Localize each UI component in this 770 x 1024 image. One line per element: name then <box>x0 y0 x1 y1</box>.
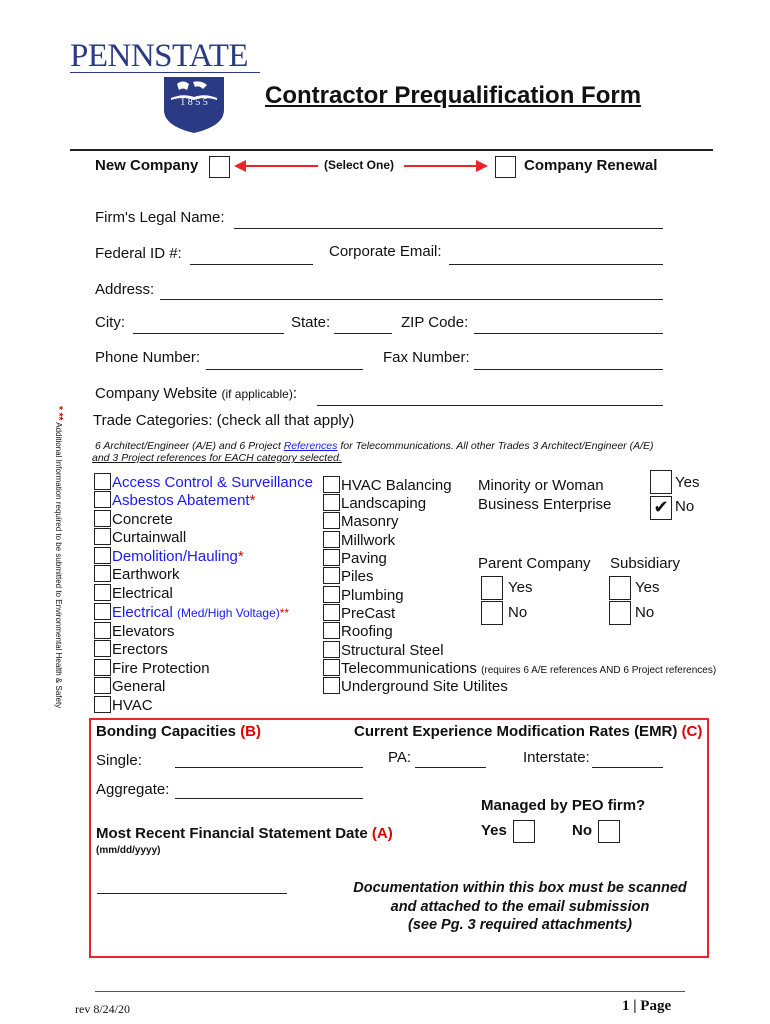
checkbox[interactable] <box>323 549 340 566</box>
trade-erectors[interactable] <box>94 640 168 659</box>
trade-label: Curtainwall <box>112 529 187 546</box>
minority-yes-label: Yes <box>675 474 700 491</box>
trade-label: Asbestos Abatement <box>112 492 250 509</box>
checkbox[interactable] <box>323 622 340 639</box>
emr-tag: (C) <box>681 723 703 740</box>
trade-label: PreCast <box>341 605 396 622</box>
minority-no-checkbox[interactable] <box>650 496 672 520</box>
doc-line-3: (see Pg. 3 required attachments) <box>407 917 632 933</box>
side-note-text: Additional Information required to be submitted to Environmental Health & Safety <box>54 422 63 709</box>
trade-general[interactable] <box>94 677 165 696</box>
parent-yes-label: Yes <box>508 579 533 596</box>
corporate-email-label: Corporate Email: <box>329 243 442 260</box>
trade-precast[interactable] <box>323 604 395 623</box>
peo-question: Managed by PEO firm? <box>481 797 646 814</box>
minority-yes-checkbox[interactable] <box>650 470 672 494</box>
peo-yes-checkbox[interactable] <box>513 820 535 843</box>
check-icon: ✔ <box>653 497 669 518</box>
fs-date-tag: (A) <box>371 825 393 842</box>
website-colon: : <box>292 385 297 402</box>
website-note: (if applicable) <box>221 387 293 401</box>
trade-paving[interactable] <box>323 549 387 568</box>
trade-earthwork[interactable] <box>94 565 180 584</box>
peo-no-label: No <box>572 822 592 839</box>
fs-date-text: Most Recent Financial Statement Date <box>96 825 372 842</box>
bonding-heading <box>96 723 261 740</box>
logo-year: 1 8 5 5 <box>180 97 208 108</box>
checkbox[interactable] <box>94 473 111 490</box>
bonding-heading-text: Bonding Capacities <box>96 723 241 740</box>
page-label: | Page <box>633 998 672 1014</box>
federal-id-field[interactable] <box>190 264 313 265</box>
page-number <box>622 998 671 1015</box>
form-title: Contractor Prequalification Form <box>265 82 642 109</box>
telecom-note: (requires 6 A/E references AND 6 Project references) <box>481 665 717 676</box>
header-rule <box>70 149 713 151</box>
trade-structural-steel[interactable] <box>323 641 444 660</box>
trade-access-control[interactable] <box>94 473 313 492</box>
website-field[interactable] <box>317 405 663 406</box>
checkbox[interactable] <box>94 640 111 657</box>
checkbox[interactable] <box>323 586 340 603</box>
side-marks: * ** <box>53 406 64 421</box>
corporate-email-field[interactable] <box>449 264 663 265</box>
minority-no-label: No <box>675 498 695 515</box>
trade-label: General <box>112 678 166 695</box>
fax-field[interactable] <box>474 369 663 370</box>
trade-label: Erectors <box>112 641 168 658</box>
bonding-tag: (B) <box>240 723 262 740</box>
renewal-label: Company Renewal <box>524 157 658 174</box>
checkbox[interactable] <box>323 677 340 694</box>
checkbox[interactable] <box>94 547 111 564</box>
date-format-hint: (mm/dd/yyyy) <box>96 845 161 856</box>
trade-label: Plumbing <box>341 587 404 604</box>
single-field[interactable] <box>175 767 363 768</box>
trade-label: Roofing <box>341 623 393 640</box>
subsidiary-no-label: No <box>635 604 655 621</box>
checkbox[interactable] <box>94 696 111 713</box>
checkbox[interactable] <box>94 584 111 601</box>
new-company-checkbox[interactable] <box>209 156 230 178</box>
arrow-left-icon <box>234 159 318 173</box>
double-asterisk-mark: ** <box>279 606 290 620</box>
doc-line-2: and attached to the email submission <box>390 898 650 915</box>
trade-demolition[interactable] <box>94 547 244 566</box>
trade-label: Electrical <box>112 604 173 621</box>
zip-field[interactable] <box>474 333 663 334</box>
trade-note-b: for Telecommunications. All other Trades 3 Architect/Engineer (A/E) <box>337 440 654 452</box>
trade-underground-utilities[interactable] <box>323 677 508 696</box>
fs-date-label <box>96 825 393 842</box>
trade-label: Concrete <box>112 511 173 528</box>
minority-label-2: Business Enterprise <box>478 496 612 513</box>
parent-company-label: Parent Company <box>478 555 591 572</box>
trade-label: Access Control & Surveillance <box>112 474 313 491</box>
side-note <box>52 406 64 786</box>
checkbox[interactable] <box>323 512 340 529</box>
arrow-right-icon <box>404 159 488 173</box>
peo-yes-label: Yes <box>481 822 507 839</box>
new-company-label: New Company <box>95 157 199 174</box>
fs-date-field[interactable] <box>97 893 287 894</box>
city-field[interactable] <box>133 333 284 334</box>
pa-field[interactable] <box>415 767 486 768</box>
website-label-text: Company Website <box>95 385 218 402</box>
state-field[interactable] <box>334 333 392 334</box>
trade-label: Paving <box>341 550 387 567</box>
trade-plumbing[interactable] <box>323 586 404 605</box>
trade-label: Electrical <box>112 585 173 602</box>
documentation-note <box>330 879 710 935</box>
checkbox[interactable] <box>323 567 340 584</box>
checkbox[interactable] <box>94 565 111 582</box>
checkbox[interactable] <box>94 528 111 545</box>
trade-label: Structural Steel <box>341 642 444 659</box>
trade-telecommunications[interactable] <box>323 659 716 678</box>
checkbox[interactable] <box>323 659 340 676</box>
trade-elevators[interactable] <box>94 622 175 641</box>
subsidiary-yes-label: Yes <box>635 579 660 596</box>
parent-no-label: No <box>508 604 528 621</box>
checkbox[interactable] <box>323 604 340 621</box>
emr-heading-text: Current Experience Modification Rates (EMR) <box>354 723 682 740</box>
trade-hvac-balancing[interactable] <box>323 476 452 495</box>
address-field[interactable] <box>160 299 663 300</box>
asterisk-mark: * <box>237 548 244 565</box>
trade-electrical[interactable] <box>94 584 173 603</box>
checkbox[interactable] <box>94 491 111 508</box>
trade-landscaping[interactable] <box>323 494 426 513</box>
trade-piles[interactable] <box>323 567 374 586</box>
select-one-label: (Select One) <box>324 158 395 172</box>
trade-label: HVAC Balancing <box>341 477 452 494</box>
checkbox[interactable] <box>323 476 340 493</box>
interstate-label: Interstate: <box>523 749 590 766</box>
subsidiary-label: Subsidiary <box>610 555 681 572</box>
trade-label: Earthwork <box>112 566 180 583</box>
checkbox[interactable] <box>323 494 340 511</box>
checkbox[interactable] <box>94 677 111 694</box>
parent-yes-checkbox[interactable] <box>481 576 503 600</box>
trade-roofing[interactable] <box>323 622 393 641</box>
parent-no-checkbox[interactable] <box>481 601 503 625</box>
single-label: Single: <box>96 752 142 769</box>
trade-label: Fire Protection <box>112 660 210 677</box>
trade-hvac[interactable] <box>94 696 153 715</box>
checkbox[interactable] <box>323 641 340 658</box>
peo-no-checkbox[interactable] <box>598 820 620 843</box>
trade-asbestos[interactable] <box>94 491 255 510</box>
checkbox[interactable] <box>323 531 340 548</box>
trade-electrical-med-high[interactable] <box>94 603 289 622</box>
phone-field[interactable] <box>206 369 363 370</box>
pennstate-logo <box>70 38 265 133</box>
minority-label-1: Minority or Woman <box>478 477 604 494</box>
trade-label: Demolition/Hauling <box>112 548 238 565</box>
emr-heading <box>354 723 702 740</box>
trade-label: Millwork <box>341 532 396 549</box>
legal-name-field[interactable] <box>234 228 663 229</box>
legal-name-label: Firm's Legal Name: <box>95 209 225 226</box>
asterisk-mark: * <box>249 492 256 509</box>
federal-id-label: Federal ID #: <box>95 245 182 262</box>
zip-label: ZIP Code: <box>401 314 469 331</box>
state-label: State: <box>291 314 331 331</box>
subsidiary-no-checkbox[interactable] <box>609 601 631 625</box>
trade-curtainwall[interactable] <box>94 528 186 547</box>
renewal-checkbox[interactable] <box>495 156 516 178</box>
checkbox[interactable] <box>94 510 111 527</box>
subsidiary-yes-checkbox[interactable] <box>609 576 631 600</box>
trade-label: Telecommunications <box>341 660 477 677</box>
trade-note-c: and 3 Project references for EACH category selected. <box>92 452 342 464</box>
pa-label: PA: <box>388 749 412 766</box>
page-num: 1 <box>622 998 630 1014</box>
trade-note <box>92 440 735 464</box>
trade-millwork[interactable] <box>323 531 395 550</box>
revision-date: rev 8/24/20 <box>75 1002 130 1016</box>
address-label: Address: <box>95 281 155 298</box>
phone-label: Phone Number: <box>95 349 201 366</box>
trade-concrete[interactable] <box>94 510 173 529</box>
checkbox[interactable] <box>94 659 111 676</box>
interstate-field[interactable] <box>592 767 663 768</box>
website-label <box>95 385 297 402</box>
med-high-note: (Med/High Voltage) <box>177 606 280 620</box>
city-label: City: <box>95 314 125 331</box>
trade-label: HVAC <box>112 697 153 714</box>
trade-note-a: 6 Architect/Engineer (A/E) and 6 Project <box>95 440 284 452</box>
trade-label: Masonry <box>341 513 399 530</box>
trade-label: Landscaping <box>341 495 427 512</box>
trade-label: Elevators <box>112 623 175 640</box>
logo-wordmark: PENNSTATE <box>70 38 249 74</box>
footer-rule <box>95 991 685 992</box>
doc-line-1: Documentation within this box must be scanned <box>353 880 687 896</box>
minority-label <box>478 476 611 514</box>
trade-heading: Trade Categories: (check all that apply) <box>93 412 355 429</box>
aggregate-label: Aggregate: <box>96 781 170 798</box>
aggregate-field[interactable] <box>175 798 363 799</box>
checkbox[interactable] <box>94 603 111 620</box>
checkbox[interactable] <box>94 622 111 639</box>
trade-masonry[interactable] <box>323 512 399 531</box>
trade-label: Piles <box>341 568 374 585</box>
fax-label: Fax Number: <box>383 349 470 366</box>
references-link[interactable]: References <box>283 440 338 452</box>
trade-fire-protection[interactable] <box>94 659 210 678</box>
logo-rule <box>70 72 260 73</box>
trade-label: Underground Site Utilites <box>341 678 508 695</box>
